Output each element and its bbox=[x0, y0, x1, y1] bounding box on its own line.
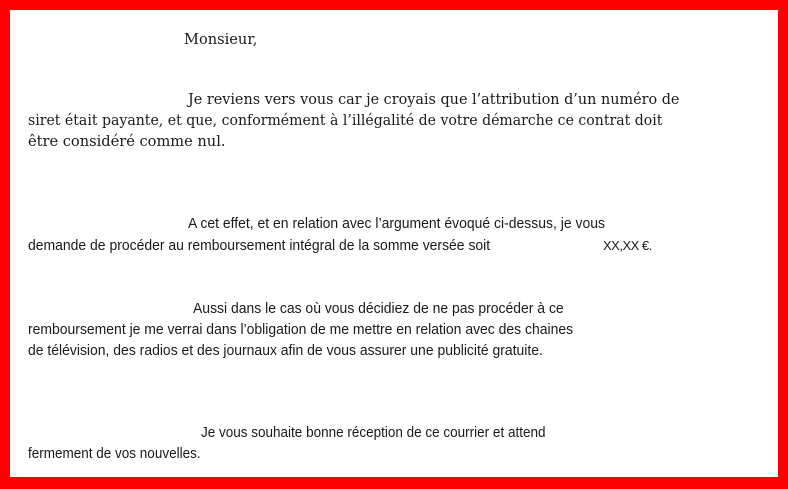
paragraph-4-line-2: fermement de vos nouvelles. bbox=[28, 445, 201, 462]
paragraph-2-line-1: A cet effet, et en relation avec l’argument évoqué ci-dessus, je vous bbox=[188, 215, 605, 232]
paragraph-3-line-3: de télévision, des radios et des journaux afin de vous assurer une publicité gratuite. bbox=[28, 342, 543, 359]
paragraph-3-line-1: Aussi dans le cas où vous décidiez de ne pas procéder à ce bbox=[193, 300, 564, 317]
paragraph-2-line-2: demande de procéder au remboursement intégral de la somme versée soit bbox=[28, 237, 491, 254]
paragraph-1-line-1: Je reviens vers vous car je croyais que l’attribution d’un numéro de bbox=[188, 91, 680, 108]
amount-placeholder: XX,XX €. bbox=[603, 238, 652, 253]
paragraph-4-line-1: Je vous souhaite bonne réception de ce courrier et attend bbox=[201, 424, 546, 441]
letter-page bbox=[10, 10, 778, 477]
paragraph-1-line-3: être considéré comme nul. bbox=[28, 133, 226, 150]
paragraph-3-line-2: remboursement je me verrai dans l’obligation de me mettre en relation avec des chaines bbox=[28, 321, 574, 338]
salutation: Monsieur, bbox=[184, 31, 258, 48]
paragraph-1-line-2: siret était payante, et que, conformément à l’illégalité de votre démarche ce contrat doit bbox=[28, 112, 663, 129]
